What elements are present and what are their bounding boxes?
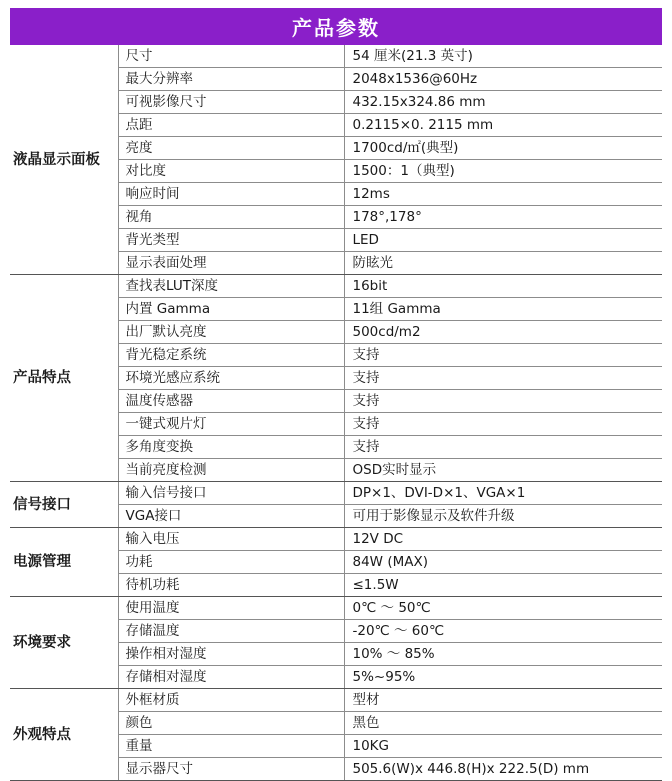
param-name: 外框材质	[118, 689, 344, 712]
param-value: -20℃ ～ 60℃	[344, 620, 662, 643]
param-value: 84W (MAX)	[344, 551, 662, 574]
param-name: 内置 Gamma	[118, 298, 344, 321]
param-name: 多角度变换	[118, 436, 344, 459]
param-name: 输入信号接口	[118, 482, 344, 505]
param-name: 操作相对湿度	[118, 643, 344, 666]
param-name: 显示表面处理	[118, 252, 344, 275]
group-label: 信号接口	[10, 482, 118, 528]
param-value: LED	[344, 229, 662, 252]
param-name: 最大分辨率	[118, 68, 344, 91]
param-value: 1700cd/㎡(典型)	[344, 137, 662, 160]
table-row	[10, 528, 662, 551]
param-name: 待机功耗	[118, 574, 344, 597]
param-name: 出厂默认亮度	[118, 321, 344, 344]
param-value: 型材	[344, 689, 662, 712]
param-value: 支持	[344, 413, 662, 436]
param-value: 支持	[344, 367, 662, 390]
param-name: 尺寸	[118, 45, 344, 68]
group-label: 产品特点	[10, 275, 118, 482]
table-row	[10, 275, 662, 298]
table-row	[10, 45, 662, 68]
param-value: DP×1、DVI-D×1、VGA×1	[344, 482, 662, 505]
param-name: 存储温度	[118, 620, 344, 643]
param-name: 环境光感应系统	[118, 367, 344, 390]
param-value: 支持	[344, 344, 662, 367]
group-label: 环境要求	[10, 597, 118, 689]
param-value: 5%~95%	[344, 666, 662, 689]
param-value: 178°,178°	[344, 206, 662, 229]
spec-sheet	[10, 8, 662, 781]
param-name: 背光类型	[118, 229, 344, 252]
param-value: 432.15x324.86 mm	[344, 91, 662, 114]
param-name: 功耗	[118, 551, 344, 574]
param-value: 可用于影像显示及软件升级	[344, 505, 662, 528]
param-name: 重量	[118, 735, 344, 758]
param-name: 响应时间	[118, 183, 344, 206]
table-row	[10, 689, 662, 712]
spec-table	[10, 45, 662, 781]
param-name: 当前亮度检测	[118, 459, 344, 482]
param-name: 颜色	[118, 712, 344, 735]
param-value: 505.6(W)x 446.8(H)x 222.5(D) mm	[344, 758, 662, 781]
table-row	[10, 597, 662, 620]
param-value: 12V DC	[344, 528, 662, 551]
param-value: ≤1.5W	[344, 574, 662, 597]
param-value: 支持	[344, 390, 662, 413]
title-bar	[10, 8, 662, 45]
param-name: 对比度	[118, 160, 344, 183]
page-title: 产品参数	[292, 16, 380, 40]
param-value: OSD实时显示	[344, 459, 662, 482]
param-value: 0.2115×0. 2115 mm	[344, 114, 662, 137]
param-name: 温度传感器	[118, 390, 344, 413]
param-name: 存储相对湿度	[118, 666, 344, 689]
param-value: 500cd/m2	[344, 321, 662, 344]
param-name: 亮度	[118, 137, 344, 160]
param-value: 0℃ ～ 50℃	[344, 597, 662, 620]
param-name: 查找表LUT深度	[118, 275, 344, 298]
param-name: 一键式观片灯	[118, 413, 344, 436]
param-value: 防眩光	[344, 252, 662, 275]
param-name: VGA接口	[118, 505, 344, 528]
param-value: 11组 Gamma	[344, 298, 662, 321]
param-value: 黑色	[344, 712, 662, 735]
param-value: 支持	[344, 436, 662, 459]
param-name: 使用温度	[118, 597, 344, 620]
group-label: 外观特点	[10, 689, 118, 781]
param-name: 点距	[118, 114, 344, 137]
group-label: 电源管理	[10, 528, 118, 597]
param-value: 16bit	[344, 275, 662, 298]
param-name: 显示器尺寸	[118, 758, 344, 781]
param-value: 12ms	[344, 183, 662, 206]
param-name: 背光稳定系统	[118, 344, 344, 367]
param-name: 输入电压	[118, 528, 344, 551]
spec-table-body	[10, 45, 662, 781]
param-name: 可视影像尺寸	[118, 91, 344, 114]
group-label: 液晶显示面板	[10, 45, 118, 275]
param-value: 2048x1536@60Hz	[344, 68, 662, 91]
param-value: 10% ～ 85%	[344, 643, 662, 666]
param-name: 视角	[118, 206, 344, 229]
param-value: 10KG	[344, 735, 662, 758]
param-value: 1500：1（典型)	[344, 160, 662, 183]
param-value: 54 厘米(21.3 英寸)	[344, 45, 662, 68]
table-row	[10, 482, 662, 505]
